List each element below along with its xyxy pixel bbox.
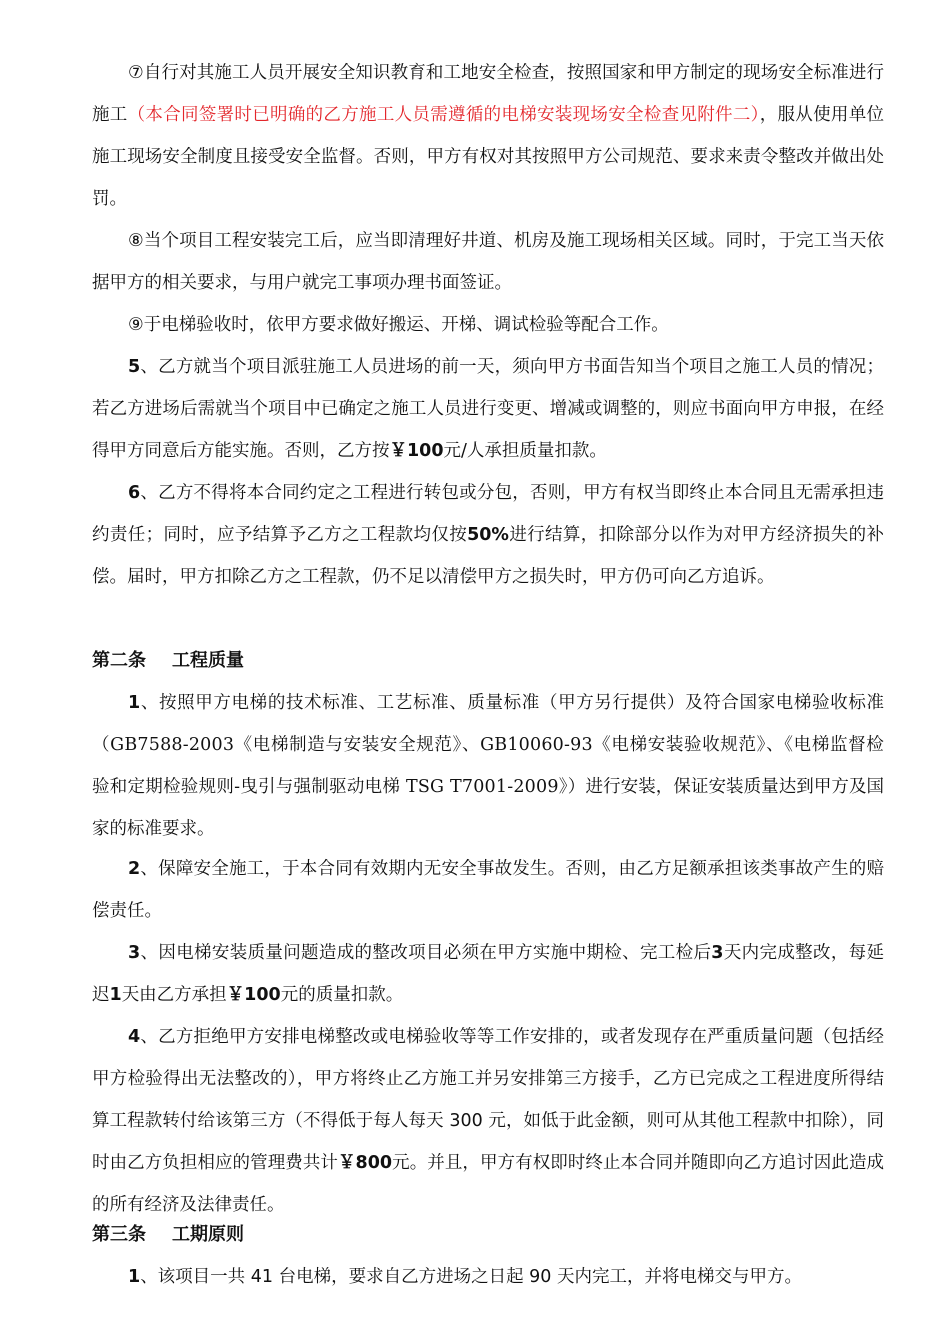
clause-6-text-end: 进行结算，扣除部分以作为对甲方经济损失的补偿。届时，甲方扣除乙方之工程款，仍不足以清偿甲方之损失时，甲方仍可向乙方追诉。 — [92, 525, 885, 587]
a2-clause-3-text-2: 天内完成整改，每延迟 — [92, 943, 885, 1005]
article-3-clause-1 — [92, 1256, 884, 1298]
a2-clause-3-text-3: 天由乙方承担 — [121, 985, 227, 1005]
clause-7-red-note: （本合同签署时已明确的乙方施工人员需遵循的电梯安装现场安全检查见附件二） — [127, 105, 760, 125]
clause-9-text: 于电梯验收时，依甲方要求做好搬运、开梯、调试检验等配合工作。 — [143, 315, 669, 335]
clause-item-7 — [92, 52, 884, 220]
clause-item-5 — [92, 346, 884, 472]
article-2-clause-2 — [92, 848, 884, 932]
clause-7-text: 自行对其施工人员开展安全知识教育和工地安全检查，按照国家和甲方制定的现场安全标准进行施工 — [92, 63, 884, 125]
article-2-heading — [92, 640, 244, 682]
a2-clause-4-text-end: 元。并且，甲方有权即时终止本合同并随即向乙方追讨因此造成的所有经济及法律责任。 — [92, 1153, 885, 1215]
clause-6-text: 、乙方不得将本合同约定之工程进行转包或分包，否则，甲方有权当即终止本合同且无需承担违约责任；同时，应予结算予乙方之工程款均仅按 — [92, 483, 884, 545]
a2-clause-3-days: 3 — [711, 943, 724, 963]
clause-5-text: 、乙方就当个项目派驻施工人员进场的前一天，须向甲方书面告知当个项目之施工人员的情况；若乙方进场后需就当个项目中已确定之施工人员进行变更、增减或调整的，则应书面向甲方申报，在经得甲方同意后方能实施。否则，乙方按 — [92, 357, 884, 461]
article-2-clause-4 — [92, 1016, 884, 1226]
article-2-clause-3 — [92, 932, 884, 1016]
circled-number-8: ⑧ — [128, 231, 144, 251]
article-3-title: 工期原则 — [172, 1224, 244, 1245]
clause-6-number: 6 — [128, 483, 141, 503]
a2-clause-3-one: 1 — [109, 985, 122, 1005]
article-3-heading — [92, 1214, 244, 1256]
a2-clause-4-amount: ￥800 — [337, 1153, 393, 1173]
article-3-label: 第三条 — [92, 1224, 146, 1245]
a2-clause-2-number: 2 — [128, 859, 141, 879]
circled-number-7: ⑦ — [128, 63, 144, 83]
a2-clause-4-number: 4 — [128, 1027, 141, 1047]
clause-5-text-end: 元/人承担质量扣款。 — [443, 441, 607, 461]
a2-clause-1-text: 、按照甲方电梯的技术标准、工艺标准、质量标准（甲方另行提供）及符合国家电梯验收标准 — [140, 693, 884, 713]
a2-clause-1-number: 1 — [128, 693, 141, 713]
a2-clause-3-number: 3 — [128, 943, 141, 963]
article-2-title: 工程质量 — [172, 650, 244, 671]
a2-clause-3-amount: ￥100 — [226, 985, 281, 1005]
clause-6-percent: 50% — [467, 525, 509, 545]
clause-item-6 — [92, 472, 884, 598]
article-2-label: 第二条 — [92, 650, 146, 671]
a2-clause-1-text-end: 进行安装，保证安装质量达到甲方及国家的标准要求。 — [92, 777, 885, 839]
clause-8-text: 当个项目工程安装完工后，应当即清理好井道、机房及施工现场相关区域。同时，于完工当天依据甲方的相关要求，与用户就完工事项办理书面签证。 — [92, 231, 884, 293]
clause-item-8 — [92, 220, 884, 304]
a2-clause-3-text: 、因电梯安装质量问题造成的整改项目必须在甲方实施中期检、完工检后 — [140, 943, 712, 963]
a3-clause-1-number: 1 — [128, 1267, 141, 1287]
clause-item-9 — [92, 304, 884, 346]
a3-clause-1-text: 、该项目一共 41 台电梯，要求自乙方进场之日起 90 天内完工，并将电梯交与甲方。 — [140, 1267, 802, 1287]
a2-clause-1-standards: （GB7588-2003《电梯制造与安装安全规范》、GB10060-93《电梯安装验收规范》、《电梯监督检验和定期检验规则-曳引与强制驱动电梯 TSG T7001-2009》） — [92, 735, 884, 797]
a2-clause-3-text-end: 元的质量扣款。 — [280, 985, 404, 1005]
article-2-clause-1 — [92, 682, 884, 850]
clause-5-number: 5 — [128, 357, 141, 377]
a2-clause-2-text: 、保障安全施工，于本合同有效期内无安全事故发生。否则，由乙方足额承担该类事故产生的赔偿责任。 — [92, 859, 884, 921]
clause-5-amount: ￥100 — [389, 441, 444, 461]
a2-clause-4-text: 、乙方拒绝甲方安排电梯整改或电梯验收等等工作安排的，或者发现存在严重质量问题（包括经甲方检验得出无法整改的），甲方将终止乙方施工并另安排第三方接手，乙方已完成之工程进度所得结算工程款转付给该第三方（不得低于每人每天 300 元，如低于此金额，则可从其他工程款中扣除），同时由乙方负担相应的管理费共计 — [92, 1027, 884, 1173]
circled-number-9: ⑨ — [128, 315, 144, 335]
clause-7-text-end: ，服从使用单位施工现场安全制度且接受安全监督。否则，甲方有权对其按照甲方公司规范、要求来责令整改并做出处罚。 — [92, 105, 885, 209]
